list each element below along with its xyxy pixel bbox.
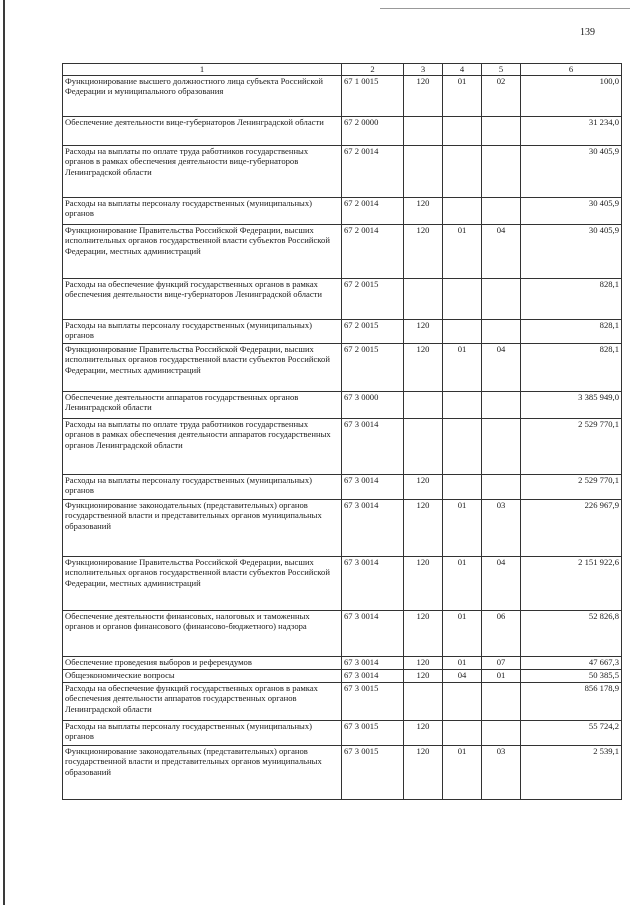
table-row [63, 682, 622, 720]
item-expense-type: 120 [404, 745, 443, 799]
item-subsection [482, 278, 521, 319]
item-section [443, 278, 482, 319]
item-expense-type: 120 [404, 319, 443, 343]
item-subsection: 07 [482, 656, 521, 669]
item-subsection [482, 720, 521, 745]
table-row [63, 720, 622, 745]
item-expense-type: 120 [404, 556, 443, 610]
item-amount: 55 724,2 [521, 720, 622, 745]
item-code: 67 3 0015 [342, 682, 404, 720]
item-subsection: 03 [482, 499, 521, 556]
item-section: 01 [443, 224, 482, 278]
item-amount: 828,1 [521, 278, 622, 319]
item-section [443, 474, 482, 499]
item-code: 67 3 0014 [342, 610, 404, 656]
table-row [63, 499, 622, 556]
item-subsection: 06 [482, 610, 521, 656]
item-code: 67 2 0000 [342, 116, 404, 145]
item-amount: 828,1 [521, 319, 622, 343]
item-section: 01 [443, 656, 482, 669]
item-code: 67 2 0014 [342, 224, 404, 278]
item-section: 01 [443, 556, 482, 610]
item-name: Обеспечение проведения выборов и референдумов [63, 656, 342, 669]
item-expense-type [404, 278, 443, 319]
item-subsection [482, 418, 521, 474]
item-amount: 50 385,5 [521, 669, 622, 682]
item-section: 01 [443, 745, 482, 799]
item-expense-type [404, 682, 443, 720]
item-section [443, 720, 482, 745]
item-code: 67 2 0015 [342, 278, 404, 319]
item-section [443, 197, 482, 224]
table-row [63, 474, 622, 499]
table-row [63, 145, 622, 197]
item-amount: 52 826,8 [521, 610, 622, 656]
item-subsection [482, 682, 521, 720]
item-section [443, 319, 482, 343]
item-subsection [482, 319, 521, 343]
item-expense-type: 120 [404, 499, 443, 556]
item-amount: 47 667,3 [521, 656, 622, 669]
item-expense-type: 120 [404, 197, 443, 224]
item-code: 67 3 0014 [342, 499, 404, 556]
item-amount: 2 529 770,1 [521, 474, 622, 499]
item-expense-type [404, 391, 443, 418]
table-row [63, 610, 622, 656]
scan-edge-top [380, 8, 630, 9]
table-row [63, 197, 622, 224]
header-cell: 5 [482, 64, 521, 76]
item-section [443, 418, 482, 474]
table-row [63, 669, 622, 682]
table-row [63, 116, 622, 145]
item-name: Расходы на выплаты персоналу государственных (муниципальных) органов [63, 720, 342, 745]
item-subsection [482, 116, 521, 145]
item-amount: 30 405,9 [521, 197, 622, 224]
item-name: Функционирование законодательных (представительных) органов государственной власти и представительных органов муниципальных образований [63, 745, 342, 799]
table-row [63, 224, 622, 278]
item-subsection: 04 [482, 224, 521, 278]
item-code: 67 3 0014 [342, 669, 404, 682]
item-expense-type [404, 116, 443, 145]
item-expense-type: 120 [404, 343, 443, 391]
item-expense-type: 120 [404, 75, 443, 116]
item-expense-type [404, 145, 443, 197]
table-row [63, 319, 622, 343]
item-section: 01 [443, 499, 482, 556]
item-amount: 828,1 [521, 343, 622, 391]
item-code: 67 3 0014 [342, 556, 404, 610]
item-section [443, 391, 482, 418]
item-subsection [482, 391, 521, 418]
header-cell: 1 [63, 64, 342, 76]
item-expense-type: 120 [404, 656, 443, 669]
item-name: Расходы на выплаты персоналу государственных (муниципальных) органов [63, 197, 342, 224]
item-code: 67 2 0014 [342, 197, 404, 224]
item-expense-type: 120 [404, 720, 443, 745]
item-code: 67 3 0015 [342, 745, 404, 799]
item-code: 67 3 0014 [342, 474, 404, 499]
item-name: Расходы на выплаты персоналу государственных (муниципальных) органов [63, 319, 342, 343]
budget-table [62, 63, 622, 800]
item-expense-type [404, 418, 443, 474]
item-name: Функционирование Правительства Российской Федерации, высших исполнительных органов государственной власти субъектов Российской Федерации, местных администраций [63, 556, 342, 610]
item-expense-type: 120 [404, 474, 443, 499]
item-amount: 856 178,9 [521, 682, 622, 720]
scan-edge-left [3, 0, 5, 905]
item-name: Функционирование законодательных (представительных) органов государственной власти и представительных органов муниципальных образований [63, 499, 342, 556]
item-section: 01 [443, 343, 482, 391]
table-row [63, 556, 622, 610]
item-expense-type: 120 [404, 224, 443, 278]
item-subsection: 03 [482, 745, 521, 799]
item-name: Расходы на выплаты по оплате труда работников государственных органов в рамках обеспечения деятельности вице-губернаторов Ленинградской области [63, 145, 342, 197]
item-name: Обеспечение деятельности вице-губернаторов Ленинградской области [63, 116, 342, 145]
item-code: 67 3 0000 [342, 391, 404, 418]
item-section [443, 116, 482, 145]
header-cell: 3 [404, 64, 443, 76]
table-header-row [63, 64, 622, 76]
item-name: Функционирование Правительства Российской Федерации, высших исполнительных органов государственной власти субъектов Российской Федерации, местных администраций [63, 343, 342, 391]
item-code: 67 3 0014 [342, 656, 404, 669]
item-amount: 226 967,9 [521, 499, 622, 556]
item-amount: 100,0 [521, 75, 622, 116]
item-code: 67 1 0015 [342, 75, 404, 116]
item-subsection: 04 [482, 343, 521, 391]
table-row [63, 278, 622, 319]
item-code: 67 3 0015 [342, 720, 404, 745]
item-amount: 2 529 770,1 [521, 418, 622, 474]
item-expense-type: 120 [404, 669, 443, 682]
table-row [63, 75, 622, 116]
item-code: 67 2 0015 [342, 343, 404, 391]
table-row [63, 343, 622, 391]
item-name: Расходы на обеспечение функций государственных органов в рамках обеспечения деятельности аппаратов государственных органов Ленинградской области [63, 682, 342, 720]
item-amount: 2 539,1 [521, 745, 622, 799]
item-name: Обеспечение деятельности аппаратов государственных органов Ленинградской области [63, 391, 342, 418]
item-section: 01 [443, 75, 482, 116]
item-expense-type: 120 [404, 610, 443, 656]
table-row [63, 745, 622, 799]
item-section: 04 [443, 669, 482, 682]
item-name: Расходы на выплаты по оплате труда работников государственных органов в рамках обеспечения деятельности аппаратов государственных органов Ленинградской области [63, 418, 342, 474]
header-cell: 4 [443, 64, 482, 76]
item-name: Общеэкономические вопросы [63, 669, 342, 682]
table-row [63, 391, 622, 418]
item-section [443, 145, 482, 197]
item-subsection: 01 [482, 669, 521, 682]
item-name: Функционирование высшего должностного лица субъекта Российской Федерации и муниципального образования [63, 75, 342, 116]
header-cell: 6 [521, 64, 622, 76]
item-name: Расходы на выплаты персоналу государственных (муниципальных) органов [63, 474, 342, 499]
table-row [63, 418, 622, 474]
item-code: 67 2 0014 [342, 145, 404, 197]
item-amount: 30 405,9 [521, 145, 622, 197]
item-subsection: 04 [482, 556, 521, 610]
item-amount: 3 385 949,0 [521, 391, 622, 418]
item-subsection: 02 [482, 75, 521, 116]
item-amount: 2 151 922,6 [521, 556, 622, 610]
table-row [63, 656, 622, 669]
item-subsection [482, 145, 521, 197]
item-name: Функционирование Правительства Российской Федерации, высших исполнительных органов государственной власти субъектов Российской Федерации, местных администраций [63, 224, 342, 278]
header-cell: 2 [342, 64, 404, 76]
item-name: Расходы на обеспечение функций государственных органов в рамках обеспечения деятельности вице-губернаторов Ленинградской области [63, 278, 342, 319]
item-code: 67 2 0015 [342, 319, 404, 343]
item-code: 67 3 0014 [342, 418, 404, 474]
item-name: Обеспечение деятельности финансовых, налоговых и таможенных органов и органов финансового (финансово-бюджетного) надзора [63, 610, 342, 656]
item-amount: 30 405,9 [521, 224, 622, 278]
item-section [443, 682, 482, 720]
item-subsection [482, 197, 521, 224]
page-number: 139 [580, 27, 595, 38]
item-subsection [482, 474, 521, 499]
item-amount: 31 234,0 [521, 116, 622, 145]
item-section: 01 [443, 610, 482, 656]
